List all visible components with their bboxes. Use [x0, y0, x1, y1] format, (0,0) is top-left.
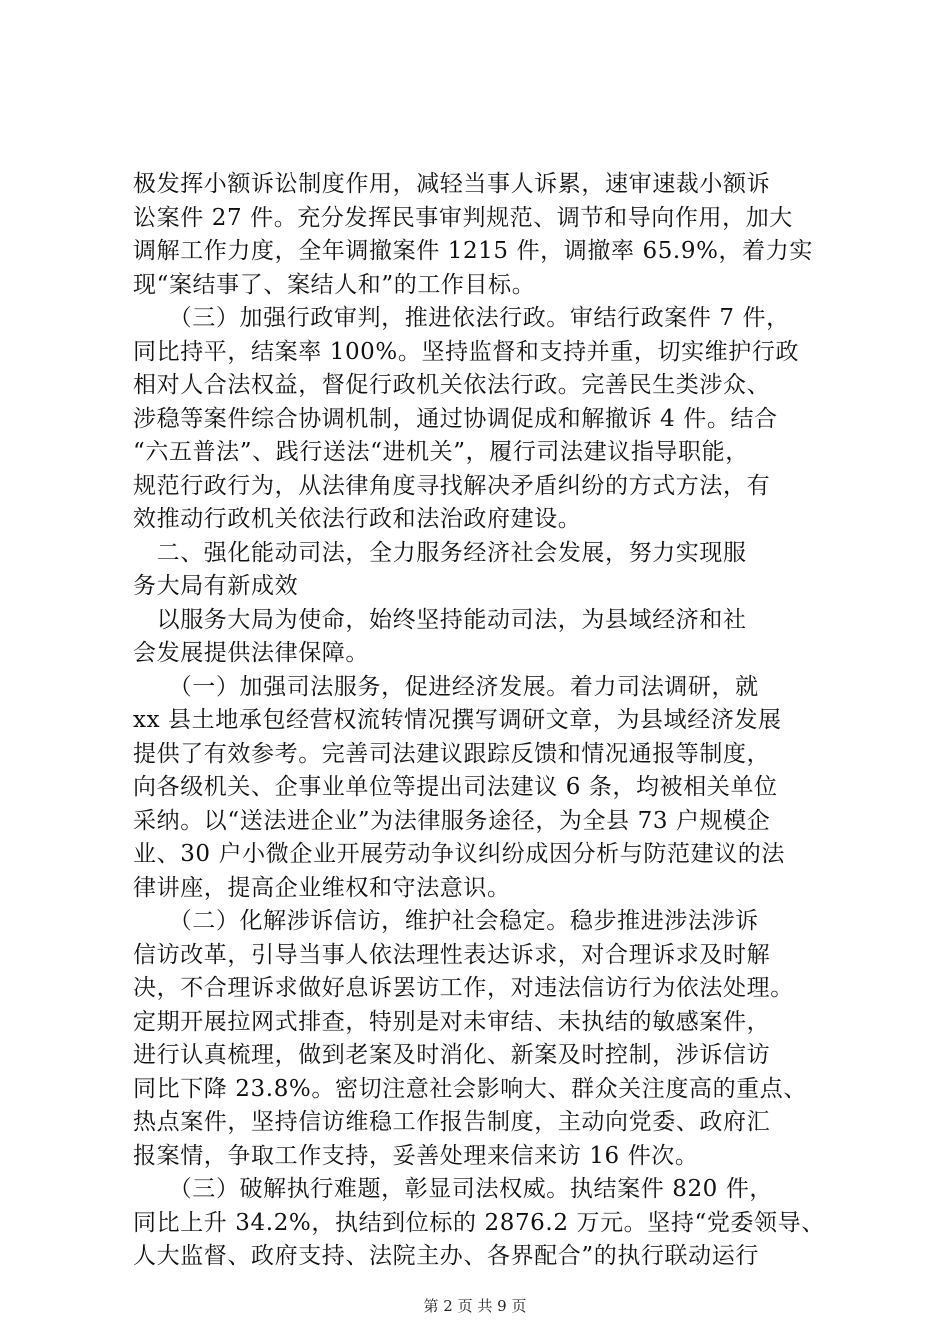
section-heading-line: 二、强化能动司法，全力服务经济社会发展，努力实现服 [133, 539, 747, 566]
text-line: xx 县土地承包经营权流转情况撰写调研文章，为县域经济发展 [133, 707, 782, 733]
text-line: 以服务大局为使命，始终坚持能动司法，为县域经济和社 [133, 606, 747, 633]
text-line: （一）加强司法服务，促进经济发展。着力司法调研，就 [133, 673, 759, 700]
text-line: 报案情，争取工作支持，妥善处理来信来访 16 件次。 [133, 1142, 699, 1169]
text-line: 同比上升 34.2%，执结到位标的 2876.2 万元。坚持“党委领导、 [133, 1209, 825, 1236]
text-line: （二）化解涉诉信访，维护社会稳定。稳步推进涉法涉诉 [133, 908, 759, 934]
text-line: 采纳。以“送法进企业”为法律服务途径，为全县 73 户规模企 [133, 807, 771, 834]
text-line: 相对人合法权益，督促行政机关依法行政。完善民生类涉众、 [133, 372, 771, 398]
text-line: “六五普法”、践行送法“进机关”，履行司法建议指导职能， [133, 439, 749, 465]
text-line: 提供了有效参考。完善司法建议跟踪反馈和情况通报等制度， [133, 740, 771, 767]
document-body [133, 168, 833, 1274]
text-line: 人大监督、政府支持、法院主办、各界配合”的执行联动运行 [133, 1243, 759, 1269]
text-line: 向各级机关、企事业单位等提出司法建议 6 条，均被相关单位 [133, 774, 778, 800]
text-line: 热点案件，坚持信访维稳工作报告制度，主动向党委、政府汇 [133, 1109, 771, 1135]
text-line: 律讲座，提高企业维权和守法意识。 [133, 874, 511, 901]
text-line: 调解工作力度，全年调撤案件 1215 件，调撤率 65.9%，着力实 [133, 238, 813, 264]
text-line: 极发挥小额诉讼制度作用，减轻当事人诉累，速审速裁小额诉 [133, 171, 771, 197]
text-line: 进行认真梳理，做到老案及时消化、新案及时控制，涉诉信访 [133, 1042, 771, 1068]
text-line: 信访改革，引导当事人依法理性表达诉求，对合理诉求及时解 [133, 941, 771, 968]
text-line: 涉稳等案件综合协调机制，通过协调促成和解撤诉 4 件。结合 [133, 405, 778, 432]
text-line: 同比下降 23.8%。密切注意社会影响大、群众关注度高的重点、 [133, 1075, 807, 1102]
text-line: 决，不合理诉求做好息诉罢访工作，对违法信访行为依法处理。 [133, 975, 794, 1001]
text-line: 现“案结事了、案结人和”的工作目标。 [133, 271, 536, 298]
text-line: 业、30 户小微企业开展劳动争议纠纷成因分析与防范建议的法 [133, 841, 785, 867]
text-line: 规范行政行为，从法律角度寻找解决矛盾纠纷的方式方法，有 [133, 472, 771, 499]
text-line: 定期开展拉网式排查，特别是对未审结、未执结的敏感案件， [133, 1008, 771, 1035]
text-line: 同比持平，结案率 100%。坚持监督和支持并重，切实维护行政 [133, 338, 800, 365]
text-line: 会发展提供法律保障。 [133, 640, 369, 666]
text-line: （三）破解执行难题，彰显司法权威。执结案件 820 件， [133, 1176, 774, 1202]
text-line: （三）加强行政审判，推进依法行政。审结行政案件 7 件， [133, 305, 790, 331]
section-heading-line: 务大局有新成效 [133, 573, 299, 599]
text-line: 效推动行政机关依法行政和法治政府建设。 [133, 506, 582, 532]
text-line: 讼案件 27 件。充分发挥民事审判规范、调节和导向作用，加大 [133, 204, 793, 231]
page-number-footer: 第 2 页 共 9 页 [423, 1297, 527, 1315]
